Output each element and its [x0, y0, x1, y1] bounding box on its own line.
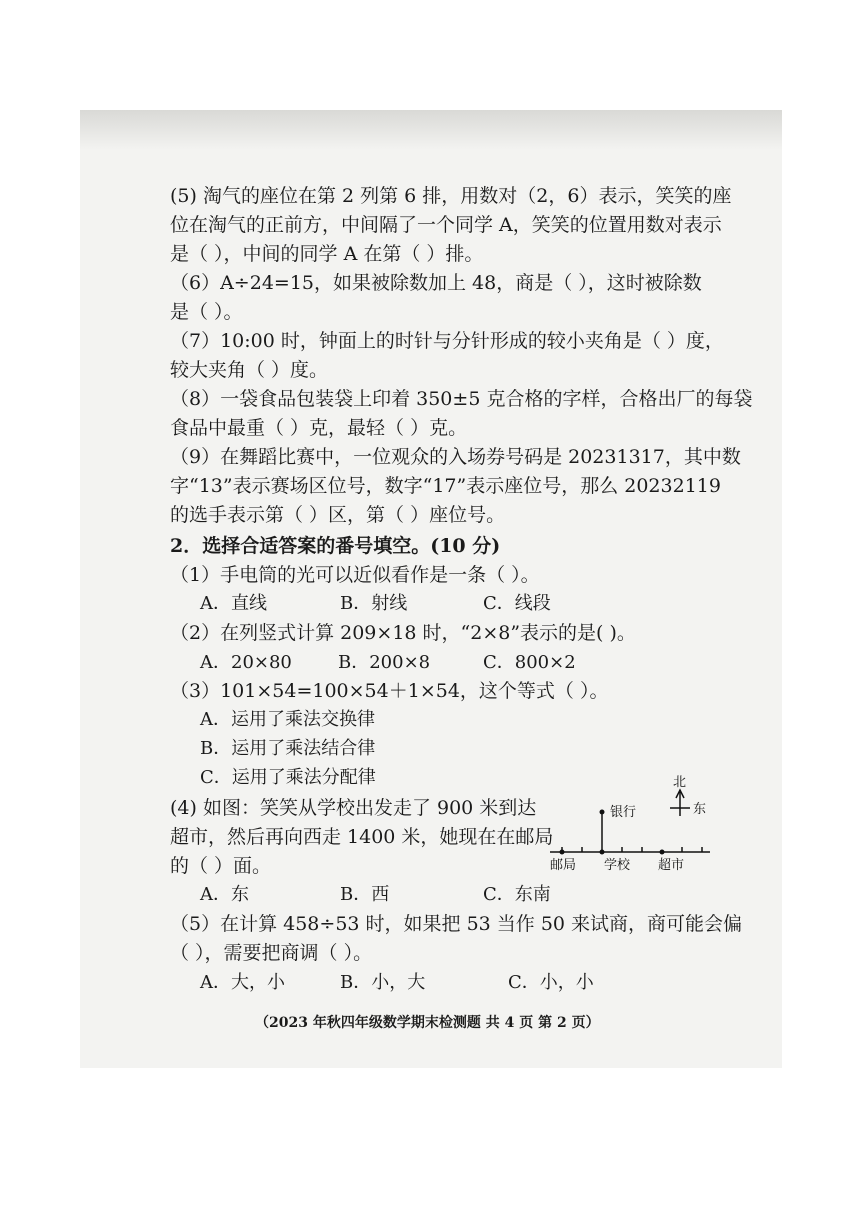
q5-line-1: (5) 淘气的座位在第 2 列第 6 排，用数对（2，6）表示，笑笑的座: [170, 185, 732, 207]
q5-line-2: 位在淘气的正前方，中间隔了一个同学 A，笑笑的位置用数对表示: [170, 214, 722, 236]
c2-option-c: C．800×2: [483, 652, 576, 673]
c3-option-c: C．运用了乘法分配律: [200, 767, 376, 788]
c4-line-2: 超市，然后再向西走 1400 米，她现在在邮局: [170, 826, 554, 848]
q9-line-1: （9）在舞蹈比赛中，一位观众的入场券号码是 20231317，其中数: [170, 446, 741, 468]
c3-question: （3）101×54=100×54＋1×54，这个等式（ ）。: [170, 680, 609, 702]
map-bank-label: 银行: [610, 805, 637, 820]
c4-option-b: B．西: [340, 884, 390, 905]
map-east-label: 东: [693, 802, 707, 817]
c1-option-a: A．直线: [200, 593, 267, 614]
q7-line-2: 较大夹角（ ）度。: [170, 359, 329, 381]
c3-option-b: B．运用了乘法结合律: [200, 738, 376, 759]
school-point: [600, 850, 605, 855]
c5-option-c: C．小，小: [508, 972, 594, 993]
map-post-office-label: 邮局: [550, 858, 577, 873]
c4-option-c: C．东南: [483, 884, 551, 905]
c5-line-2: （ ），需要把商调（ ）。: [170, 942, 373, 964]
map-market-label: 超市: [658, 858, 685, 873]
bank-point: [600, 810, 605, 815]
c5-line-1: （5）在计算 458÷53 时，如果把 53 当作 50 来试商，商可能会偏: [170, 913, 743, 935]
q9-line-2: 字“13”表示赛场区位号，数字“17”表示座位号，那么 20232119: [170, 475, 721, 497]
q8-line-1: （8）一袋食品包装袋上印着 350±5 克合格的字样，合格出厂的每袋: [170, 388, 753, 410]
direction-map: [540, 770, 720, 880]
q6-line-2: 是（ ）。: [170, 301, 243, 323]
c1-option-b: B．射线: [340, 593, 408, 614]
q5-line-3: 是（ ），中间的同学 A 在第（ ）排。: [170, 243, 484, 265]
c3-option-a: A．运用了乘法交换律: [200, 709, 375, 730]
c2-option-b: B．200×8: [338, 652, 431, 673]
map-school-label: 学校: [604, 858, 631, 873]
c1-question: （1）手电筒的光可以近似看作是一条（ ）。: [170, 564, 540, 586]
section-2-heading: 2．选择合适答案的番号填空。(10 分): [170, 535, 501, 557]
c4-line-3: 的（ ）面。: [170, 855, 272, 877]
c5-option-a: A．大，小: [200, 972, 285, 993]
c4-line-1: (4) 如图：笑笑从学校出发走了 900 米到达: [170, 797, 537, 819]
c5-option-b: B．小，大: [340, 972, 426, 993]
market-point: [660, 850, 665, 855]
q7-line-1: （7）10:00 时，钟面上的时针与分针形成的较小夹角是（ ）度，: [170, 330, 724, 352]
post-office-point: [560, 850, 565, 855]
map-north-label: 北: [673, 775, 687, 790]
q6-line-1: （6）A÷24=15，如果被除数加上 48，商是（ ），这时被除数: [170, 272, 702, 294]
q8-line-2: 食品中最重（ ）克，最轻（ ）克。: [170, 417, 468, 439]
c4-option-a: A．东: [200, 884, 249, 905]
q9-line-3: 的选手表示第（ ）区，第（ ）座位号。: [170, 504, 506, 526]
c1-option-c: C．线段: [483, 593, 551, 614]
c2-question: （2）在列竖式计算 209×18 时，“2×8”表示的是( )。: [170, 622, 636, 644]
page-footer: （2023 年秋四年级数学期末检测题 共 4 页 第 2 页）: [255, 1015, 600, 1031]
c2-option-a: A．20×80: [200, 652, 292, 673]
